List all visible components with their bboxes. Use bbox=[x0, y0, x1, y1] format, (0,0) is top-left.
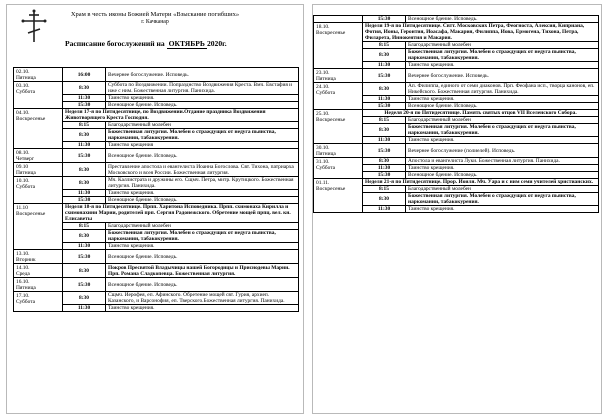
service-cell: Благодарственный молебен bbox=[406, 42, 599, 49]
time-cell: 8:30 bbox=[363, 83, 406, 96]
service-cell: Вечернее богослужение (полиелей). Исповедь. bbox=[406, 144, 599, 158]
service-cell: Таинство крещения. bbox=[406, 96, 599, 103]
service-cell: Божественная литургия. Молебен о страждущих от недуга пьянства, наркомании, табакокурения. bbox=[106, 129, 299, 142]
weekday-value: Пятница bbox=[316, 151, 336, 157]
weekday-value: Четверг bbox=[16, 156, 35, 162]
date-cell bbox=[14, 82, 63, 109]
time-cell: 8:15 bbox=[63, 223, 106, 230]
service-cell: Таинство крещения. bbox=[106, 95, 299, 102]
service-cell: Всенощное бдение. Исповедь. bbox=[106, 250, 299, 264]
service-cell: Таинство крещения. bbox=[106, 305, 299, 312]
date-cell bbox=[14, 109, 63, 149]
date-cell bbox=[14, 264, 63, 278]
schedule-row bbox=[14, 163, 299, 177]
schedule-row bbox=[14, 82, 299, 95]
service-cell: Покров Пресвятой Владычицы нашей Богородицы и Приснодевы Марии. Прп. Романа Сладкопевца. Божественная литургия. bbox=[106, 264, 299, 278]
time-cell: 11:30 bbox=[363, 206, 406, 213]
date-value: 14.10. bbox=[16, 265, 30, 271]
service-cell: Всенощное бдение. Исповедь. bbox=[406, 172, 599, 179]
time-cell: 15:30 bbox=[363, 172, 406, 179]
schedule-row bbox=[314, 16, 599, 23]
date-value: 25.10. bbox=[316, 111, 330, 117]
service-cell: Всенощное бдение. Исповедь. bbox=[106, 149, 299, 163]
service-cell: Божественная литургия. Молебен о страждущих от недуга пьянства, наркомании, табакокурения. bbox=[406, 124, 599, 137]
schedule-row bbox=[14, 177, 299, 190]
weekday-value: Суббота bbox=[16, 184, 36, 190]
schedule-row bbox=[14, 264, 299, 278]
schedule-row bbox=[14, 250, 299, 264]
time-cell: 11:30 bbox=[63, 190, 106, 197]
church-name: Храм в честь иконы Божией Матери «Взыскание погибших» bbox=[70, 11, 240, 18]
time-cell: 16:00 bbox=[63, 68, 106, 82]
service-cell: Божественная литургия. Молебен о страждущих от недуга пьянства, наркомании, табакокурения. bbox=[106, 230, 299, 243]
date-cell bbox=[14, 250, 63, 264]
service-cell: Божественная литургия. Молебен о страждущих от недуга пьянства, наркомании, табакокурения. bbox=[406, 49, 599, 62]
schedule-row bbox=[314, 110, 599, 117]
time-cell: 8:15 bbox=[63, 122, 106, 129]
date-value: 18.10. bbox=[316, 24, 330, 30]
date-value: 02.10. bbox=[16, 69, 30, 75]
date-value: 01.11. bbox=[316, 180, 330, 186]
feast-title-cell: Неделя 20-я по Пятидесятнице. Память святых отцов VII Вселенского Собора. bbox=[363, 110, 599, 117]
schedule-page-1 bbox=[6, 4, 304, 414]
title-prefix: Расписание богослужений на bbox=[65, 39, 165, 48]
service-cell: Апостола и евангелиста Луки. Божественная литургия. Панихида. bbox=[406, 158, 599, 165]
service-cell: Сщмч. Иерофея, еп. Афинского. Обретение мощей свт. Гурия, архиеп. Казанского, и Варсонофия, еп. Тверского.Божественная литургия. Панихида. bbox=[106, 292, 299, 305]
time-cell: 11:30 bbox=[363, 62, 406, 69]
time-cell: 8:30 bbox=[363, 124, 406, 137]
date-cell bbox=[14, 163, 63, 177]
date-cell bbox=[14, 68, 63, 82]
schedule-row bbox=[314, 179, 599, 186]
feast-title-cell: Неделя 19-я по Пятидесятнице. Свтт. Московских Петра, Феогноста, Алексия, Киприана, Фотия, Ионы, Геронтия, Иоасафа, Макария, Филиппа, Иова, Ермогена, Тихона, Петра, Филарета, Иннокентия и Макария. bbox=[363, 23, 599, 42]
schedule-row bbox=[14, 292, 299, 305]
date-cell bbox=[314, 158, 363, 179]
weekday-value: Воскресенье bbox=[316, 186, 346, 192]
service-cell: Вечернее богослужение. Исповедь. bbox=[406, 69, 599, 83]
header bbox=[7, 5, 303, 69]
service-cell: Суббота по Воздвижении. Попразднство Воздвижения Креста. Вмч. Евстафия и иже с ним. Божественная литургия. Панихида. bbox=[106, 82, 299, 95]
service-cell: Благодарственный молебен bbox=[406, 186, 599, 193]
title-year: 2020г. bbox=[206, 39, 227, 48]
weekday-value: Суббота bbox=[16, 89, 36, 95]
time-cell: 11:30 bbox=[363, 96, 406, 103]
date-value: 09.10 bbox=[16, 164, 29, 170]
time-cell: 8:30 bbox=[63, 177, 106, 190]
feast-title-cell: Неделя 21-я по Пятидесятнице. Прор. Иоиля. Мч. Уара и с ним семи учителей христианских. bbox=[363, 179, 599, 186]
schedule-row bbox=[314, 144, 599, 158]
date-value: 23.10. bbox=[316, 70, 330, 76]
time-cell: 8:30 bbox=[363, 193, 406, 206]
date-cell bbox=[314, 179, 363, 213]
date-value: 13.10. bbox=[16, 251, 30, 257]
time-cell: 8:30 bbox=[63, 292, 106, 305]
service-cell: Таинство крещения. bbox=[406, 165, 599, 172]
time-cell: 8:30 bbox=[363, 158, 406, 165]
weekday-value: Воскресенье bbox=[316, 30, 346, 36]
service-cell: Всенощное бдение. Исповедь. bbox=[106, 278, 299, 292]
service-cell: Таинство крещения. bbox=[406, 206, 599, 213]
time-cell: 8:15 bbox=[363, 186, 406, 193]
time-cell: 8:15 bbox=[363, 42, 406, 49]
schedule-page-2 bbox=[312, 4, 602, 414]
service-cell: Благодарственный молебен bbox=[106, 122, 299, 129]
date-cell bbox=[314, 144, 363, 158]
date-value: 03.10. bbox=[16, 83, 30, 89]
time-cell: 15:30 bbox=[63, 197, 106, 204]
time-cell: 15:30 bbox=[363, 144, 406, 158]
weekday-value: Пятница bbox=[16, 75, 36, 81]
date-value: 30.10. bbox=[316, 145, 330, 151]
time-cell: 8:30 bbox=[63, 230, 106, 243]
time-cell: 15:30 bbox=[63, 278, 106, 292]
date-value: 24.10. bbox=[316, 84, 330, 90]
title-month: ОКТЯБРЬ bbox=[168, 39, 205, 48]
schedule-row bbox=[14, 109, 299, 122]
schedule-table-2 bbox=[313, 15, 599, 213]
service-cell: Всенощное бдение. Исповедь. bbox=[106, 102, 299, 109]
weekday-value: Пятница bbox=[16, 170, 36, 176]
date-cell bbox=[314, 83, 363, 110]
time-cell: 15:30 bbox=[63, 149, 106, 163]
time-cell: 15:30 bbox=[63, 250, 106, 264]
date-value: 31.10. bbox=[316, 159, 330, 165]
service-cell: Преставление апостола и евангелиста Иоанна Богослова. Свт. Тихона, патриарха Московского и всея России. Божественная литургия. bbox=[106, 163, 299, 177]
weekday-value: Воскресенье bbox=[16, 211, 46, 217]
service-cell: Божественная литургия. Молебен о страждущих от недуга пьянства, наркомании, табакокурения. bbox=[406, 193, 599, 206]
date-cell bbox=[314, 110, 363, 144]
schedule-row bbox=[314, 158, 599, 165]
date-value: 11.10 bbox=[16, 205, 28, 211]
feast-title-cell: Неделя 17-я по Пятидесятнице, по Воздвижении.Отдание праздника Воздвижения Животворящего Креста Господня. bbox=[63, 109, 299, 122]
schedule-row bbox=[314, 23, 599, 42]
time-cell: 15:30 bbox=[363, 103, 406, 110]
weekday-value: Воскресенье bbox=[316, 117, 346, 123]
date-value: 16.10. bbox=[16, 279, 30, 285]
time-cell: 11:30 bbox=[363, 165, 406, 172]
schedule-row bbox=[314, 69, 599, 83]
service-cell: Ап. Филиппа, единого от семи диаконов. Прп. Феофана исп., творца канонов, еп. Никейского. Божественная литургия. Панихида. bbox=[406, 83, 599, 96]
service-cell: Вечернее богослужение. Исповедь. bbox=[106, 68, 299, 82]
date-cell bbox=[14, 177, 63, 204]
schedule-table-1 bbox=[13, 67, 299, 312]
date-cell bbox=[14, 204, 63, 250]
weekday-value: Вторник bbox=[16, 257, 36, 263]
time-cell: 8:30 bbox=[363, 49, 406, 62]
time-cell: 15:30 bbox=[363, 16, 406, 23]
service-cell: Благодарственный молебен bbox=[406, 117, 599, 124]
service-cell: Таинство крещения. bbox=[406, 62, 599, 69]
time-cell: 11:30 bbox=[363, 137, 406, 144]
schedule-title bbox=[65, 39, 227, 49]
schedule-row bbox=[14, 204, 299, 223]
time-cell: 11:30 bbox=[63, 142, 106, 149]
date-cell bbox=[14, 292, 63, 312]
time-cell: 11:30 bbox=[63, 305, 106, 312]
schedule-row bbox=[14, 278, 299, 292]
schedule-row bbox=[314, 83, 599, 96]
time-cell: 8:30 bbox=[63, 129, 106, 142]
service-cell: Всенощное бдение. Исповедь. bbox=[106, 197, 299, 204]
service-cell: Благодарственный молебен bbox=[106, 223, 299, 230]
service-cell: Таинство крещения. bbox=[106, 243, 299, 250]
time-cell: 8:30 bbox=[63, 163, 106, 177]
service-cell: Таинство крещения. bbox=[106, 190, 299, 197]
town-name: г. Качканар bbox=[141, 19, 169, 25]
service-cell: Таинство крещения. bbox=[406, 137, 599, 144]
time-cell: 11:30 bbox=[63, 243, 106, 250]
date-value: 17.10. bbox=[16, 293, 30, 299]
time-cell: 15:30 bbox=[363, 69, 406, 83]
weekday-value: Суббота bbox=[316, 90, 336, 96]
weekday-value: Суббота bbox=[316, 165, 336, 171]
date-value: 08.10. bbox=[16, 150, 30, 156]
date-cell bbox=[14, 149, 63, 163]
time-cell: 11:30 bbox=[63, 95, 106, 102]
time-cell: 8:30 bbox=[63, 82, 106, 95]
schedule-row bbox=[14, 68, 299, 82]
date-cell bbox=[314, 16, 363, 23]
service-cell: Таинство крещения bbox=[106, 142, 299, 149]
service-cell: Всенощное бдение. Исповедь. bbox=[406, 103, 599, 110]
weekday-value: Пятница bbox=[16, 285, 36, 291]
feast-title-cell: Неделя 18-я по Пятидесятнице. Прпп. Харитона Исповедника. Прпп. схимонаха Кирилла и схимонахини Марии, родителей прп. Сергия Радонежского. Обретение мощей прпц. вел. кн. Елисаветы bbox=[63, 204, 299, 223]
service-cell: Всенощное бдение. Исповедь. bbox=[406, 16, 599, 23]
date-value: 10.10. bbox=[16, 178, 30, 184]
weekday-value: Воскресенье bbox=[16, 116, 46, 122]
date-cell bbox=[14, 278, 63, 292]
schedule-row bbox=[14, 149, 299, 163]
time-cell: 8:30 bbox=[63, 264, 106, 278]
date-cell bbox=[314, 23, 363, 69]
time-cell: 8:15 bbox=[363, 117, 406, 124]
service-cell: Мч. Каллистрата и дружины его. Сщмч. Петра, митр. Крутицкого. Божественная литургия. Панихида. bbox=[106, 177, 299, 190]
weekday-value: Среда bbox=[16, 271, 30, 277]
date-cell bbox=[314, 69, 363, 83]
weekday-value: Пятница bbox=[316, 76, 336, 82]
time-cell: 15:30 bbox=[63, 102, 106, 109]
date-value: 04.10. bbox=[16, 110, 30, 116]
weekday-value: Суббота bbox=[16, 299, 36, 305]
